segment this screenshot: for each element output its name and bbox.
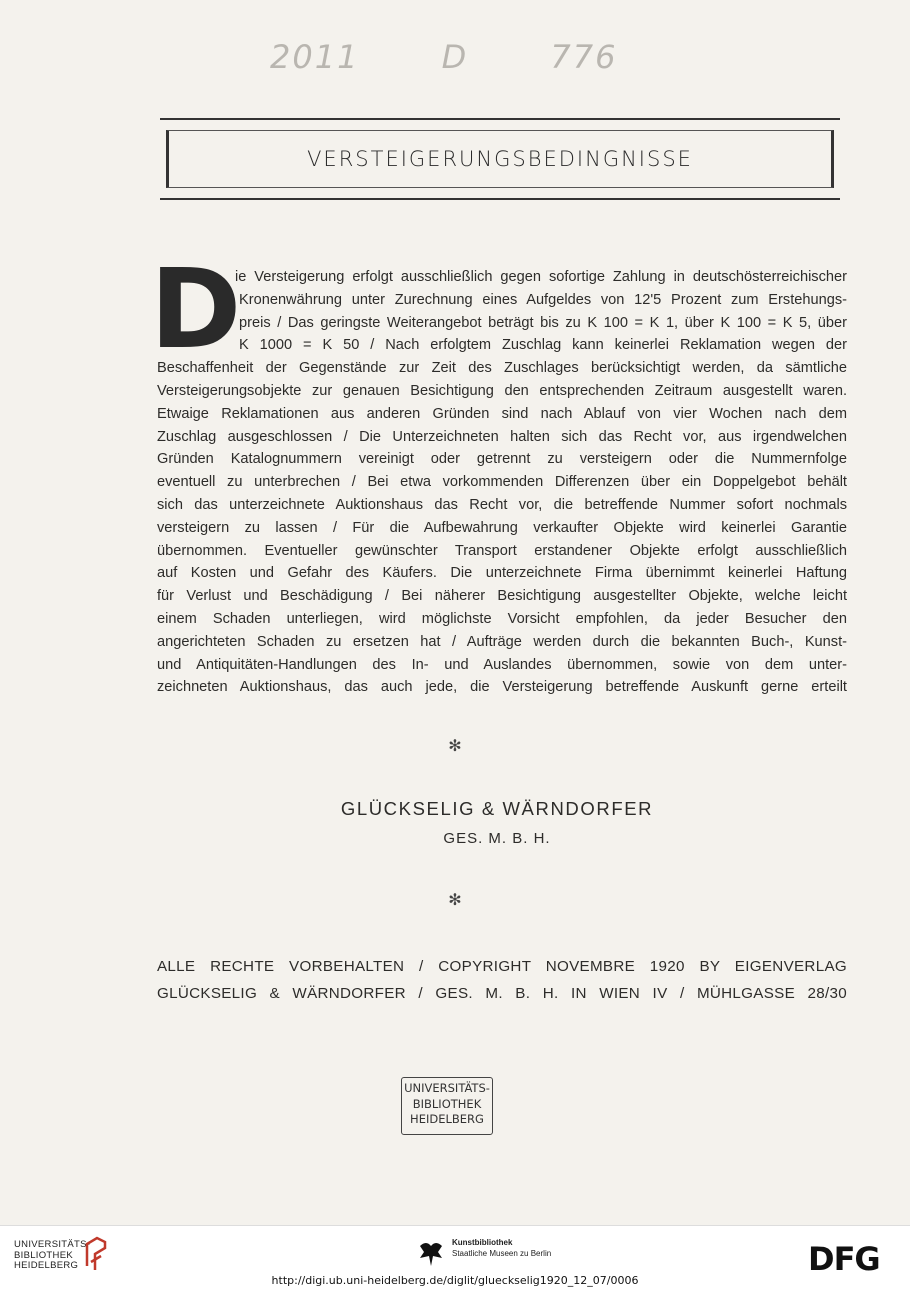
stamp-line: HEIDELBERG xyxy=(410,1112,484,1126)
copyright-line-1: ALLE RECHTE VORBEHALTEN / COPYRIGHT NOVEMBRE 1920 BY EIGENVERLAG xyxy=(157,958,847,975)
paragraph-line: Etwaige Reklamationen aus anderen Gründen sind nach Ablauf von vier Wochen nach dem xyxy=(157,405,847,422)
kunstbibliothek-title: Kunstbibliothek xyxy=(452,1238,513,1247)
ornament-star: ✻ xyxy=(448,736,462,755)
paragraph-line: übernommen. Eventueller gewünschter Transport erstandener Objekte erfolgt ausschließlich xyxy=(157,542,847,559)
paragraph-line: eventuell zu unterbrechen / Bei etwa vorkommenden Differenzen über ein Doppelgebot behält xyxy=(157,474,847,491)
kunstbibliothek-logo[interactable] xyxy=(452,1237,551,1259)
paragraph-line: angerichteten Schaden zu ersetzen hat / Aufträge werden durch die bekannten Buch-, Kunst- xyxy=(157,633,847,650)
paragraph-line: zeichneten Auktionshaus, das auch jede, die Versteigerung betreffende Auskunft gerne erteilt xyxy=(157,679,847,696)
university-mark-icon xyxy=(83,1236,109,1272)
paragraph-line: und Antiquitäten-Handlungen des In- und Auslandes übernommen, sowie von dem unter- xyxy=(157,656,847,673)
kunstbibliothek-subtitle: Staatliche Museen zu Berlin xyxy=(452,1249,552,1258)
source-url[interactable]: http://digi.ub.uni-heidelberg.de/diglit/glueckselig1920_12_07/0006 xyxy=(271,1274,639,1287)
stamp-line: UNIVERSITÄTS- xyxy=(404,1081,490,1095)
paragraph-line: auf Kosten und Gefahr des Käufers. Die unterzeichnete Firma übernimmt keinerlei Haftung xyxy=(157,565,847,582)
paragraph-line: preis / Das geringste Weiterangebot beträgt bis zu K 100 = K 1, über K 100 = K 5, über xyxy=(239,314,847,331)
paragraph-line: Versteigerungsobjekte zur genauen Besichtigung den entsprechenden Zeitraum ausgestellt waren. xyxy=(157,382,847,399)
uni-logo-line: BIBLIOTHEK xyxy=(14,1249,73,1261)
paragraph-line: ie Versteigerung erfolgt ausschließlich gegen sofortige Zahlung in deutschösterreichischer xyxy=(235,269,847,285)
dfg-logo[interactable]: DFG xyxy=(808,1240,880,1278)
page-title: VERSTEIGERUNGSBEDINGNISSE xyxy=(307,147,693,171)
paragraph-line: Kronenwährung unter Zurechnung eines Aufgeldes von 12'5 Prozent zum Erstehungs- xyxy=(239,291,847,308)
copyright-line-2: GLÜCKSELIG & WÄRNDORFER / GES. M. B. H. IN WIEN IV / MÜHLGASSE 28/30 xyxy=(157,985,847,1002)
ornament-star-2: ✻ xyxy=(448,890,462,909)
firm-name: GLÜCKSELIG & WÄRNDORFER xyxy=(340,798,654,819)
drop-cap: D xyxy=(150,245,242,373)
stamp-line: BIBLIOTHEK xyxy=(412,1096,482,1111)
library-stamp xyxy=(401,1077,493,1135)
firm-suffix: GES. M. B. H. xyxy=(443,830,551,847)
paragraph-line: Gründen Katalognummern vereinigt oder getrennt zu versteigern oder die Nummernfolge xyxy=(157,451,847,468)
paragraph-line: versteigern zu lassen / Für die Aufbewahrung verkaufter Objekte wird keinerlei Garantie xyxy=(157,519,847,536)
uni-logo-line: HEIDELBERG xyxy=(14,1260,79,1271)
paragraph-line: für Verlust und Beschädigung / Bei näherer Besichtigung ausgestellter Objekte, welche leicht xyxy=(157,588,847,605)
conditions-paragraph xyxy=(157,266,847,699)
title-frame xyxy=(160,118,840,200)
paragraph-line: sich das unterzeichnete Auktionshaus das Recht vor, die betreffende Nummer sofort nochmals xyxy=(157,496,847,513)
paragraph-line: Beschaffenheit der Gegenstände zur Zeit des Zuschlages berücksichtigt werden, da sämtliche xyxy=(157,360,847,377)
kunstbibliothek-eagle-icon xyxy=(418,1238,444,1268)
paragraph-line: K 1000 = K 50 / Nach erfolgtem Zuschlag kann keinerlei Reklamation wegen der xyxy=(239,337,847,354)
paragraph-line: einem Schaden unterliegen, wird möglichste Vorsicht empfohlen, da jeder Besucher den xyxy=(157,610,847,627)
university-library-logo[interactable] xyxy=(14,1240,90,1272)
handwritten-note: 2011 D 776 xyxy=(270,38,618,76)
paragraph-line: Zuschlag ausgeschlossen / Die Unterzeichneten halten sich das Recht vor, aus irgendwelchen xyxy=(157,428,847,445)
uni-logo-line: UNIVERSITÄTS- xyxy=(14,1239,91,1250)
title-inner-frame xyxy=(166,130,834,188)
